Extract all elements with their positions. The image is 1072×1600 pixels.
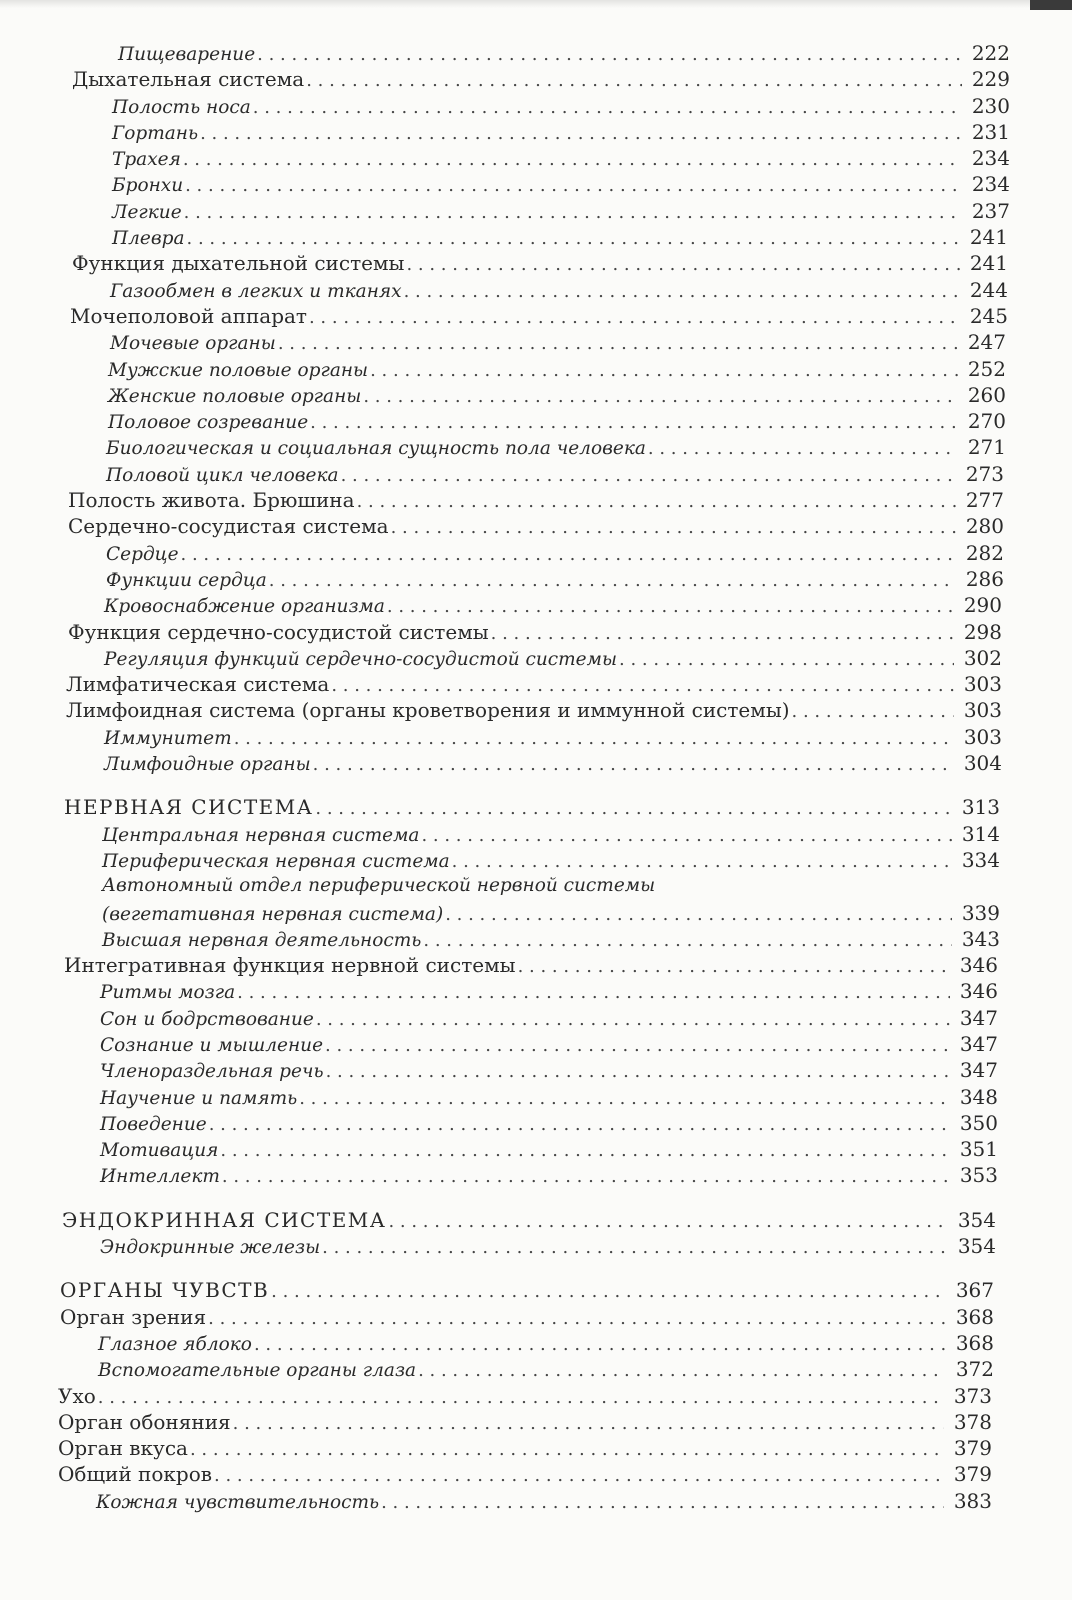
toc-subentry xyxy=(0,1084,1072,1110)
dot-leader xyxy=(220,1138,950,1164)
page-number: 373 xyxy=(953,1383,992,1408)
page-number: 231 xyxy=(971,119,1010,144)
toc-subentry xyxy=(0,198,1072,224)
page-number: 383 xyxy=(953,1488,992,1513)
dot-leader xyxy=(341,463,956,489)
toc-entry xyxy=(0,513,1072,539)
dot-leader xyxy=(418,1358,946,1384)
dot-leader xyxy=(190,1437,944,1463)
toc-entry-title: Лимфоидная система (органы кроветворения и иммунной системы) xyxy=(66,698,790,723)
dot-leader xyxy=(381,1490,944,1516)
section-gap xyxy=(0,1259,1072,1277)
page-number: 313 xyxy=(961,795,1000,820)
section-gap xyxy=(0,776,1072,794)
toc-subentry xyxy=(0,821,1072,847)
toc-subentry xyxy=(0,434,1072,460)
page-number: 277 xyxy=(965,488,1004,513)
page-number: 252 xyxy=(967,356,1006,381)
dot-leader xyxy=(322,1235,948,1261)
toc-entry-title: Сознание и мышление xyxy=(100,1034,324,1056)
toc-subentry xyxy=(0,1162,1072,1188)
dot-leader xyxy=(423,928,952,954)
toc-subentry xyxy=(0,926,1072,952)
page-number: 222 xyxy=(971,41,1010,65)
page-number: 347 xyxy=(959,1031,998,1056)
page-number: 244 xyxy=(969,277,1008,302)
toc-subentry xyxy=(0,356,1072,382)
toc-entry-title: Сердце xyxy=(106,543,179,565)
toc-entry-title: Мочеполовой аппарат xyxy=(70,303,307,328)
toc-subentry xyxy=(0,40,1072,66)
toc-entry-title: НЕРВНАЯ СИСТЕМА xyxy=(64,795,314,820)
dot-leader xyxy=(237,980,950,1006)
page-number: 290 xyxy=(963,593,1002,618)
page-number: 245 xyxy=(969,303,1008,328)
toc-entry-title: Половое созревание xyxy=(108,412,309,434)
page-number: 378 xyxy=(953,1409,992,1434)
dot-leader xyxy=(184,200,962,226)
dot-leader xyxy=(278,331,958,357)
toc-entry-title: Общий покров xyxy=(58,1462,213,1487)
page-number: 367 xyxy=(955,1278,994,1303)
toc-subentry xyxy=(0,408,1072,434)
toc-entry-title: Центральная нервная система xyxy=(102,824,420,846)
toc-entry-title: Научение и память xyxy=(100,1087,298,1109)
toc-subentry xyxy=(0,93,1072,119)
toc-entry-title: ЭНДОКРИННАЯ СИСТЕМА xyxy=(62,1207,387,1232)
dot-leader xyxy=(310,410,958,436)
dot-leader xyxy=(445,902,952,928)
page-corner xyxy=(1030,0,1072,10)
toc-entry-title: Мочевые органы xyxy=(110,333,276,355)
toc-entry xyxy=(0,1435,1072,1461)
page-number: 351 xyxy=(959,1137,998,1162)
toc-subentry xyxy=(0,224,1072,250)
toc-entry xyxy=(0,1304,1072,1330)
toc-entry-title: Автономный отдел периферической нервной системы xyxy=(102,875,656,897)
dot-leader xyxy=(257,42,962,68)
dot-leader xyxy=(200,121,962,147)
page-number: 304 xyxy=(963,751,1002,776)
toc-entry-title: Легкие xyxy=(112,201,182,223)
dot-leader xyxy=(209,1112,950,1138)
toc-subentry xyxy=(0,1031,1072,1057)
toc-subentry xyxy=(0,171,1072,197)
page-number: 303 xyxy=(963,724,1002,749)
dot-leader xyxy=(325,1033,950,1059)
toc-entry-title: Трахея xyxy=(112,149,181,171)
toc-entry-title: Сон и бодрствование xyxy=(100,1008,314,1030)
toc-subentry xyxy=(0,1057,1072,1083)
toc-entry-title: Гортань xyxy=(112,122,199,144)
toc-subentry xyxy=(0,978,1072,1004)
toc-entry-title: Половой цикл человека xyxy=(106,464,339,486)
toc-entry-title: Высшая нервная деятельность xyxy=(102,929,422,951)
dot-leader xyxy=(363,384,958,410)
toc-entry-title: Интеллект xyxy=(100,1166,220,1188)
toc-entry-title: Вспомогательные органы глаза xyxy=(98,1360,417,1382)
toc-entry-title: Поведение xyxy=(100,1113,207,1135)
toc-section-heading xyxy=(0,794,1072,820)
page-number: 346 xyxy=(959,979,998,1004)
dot-leader xyxy=(491,621,954,647)
dot-leader xyxy=(234,726,954,752)
toc-entry-title: Членораздельная речь xyxy=(100,1061,324,1083)
dot-leader xyxy=(388,1209,948,1235)
page-number: 347 xyxy=(959,1005,998,1030)
dot-leader xyxy=(269,568,956,594)
toc-entry-title: Интегративная функция нервной системы xyxy=(64,953,516,978)
page-number: 273 xyxy=(965,461,1004,486)
toc-subentry xyxy=(0,461,1072,487)
toc-subentry xyxy=(0,1488,1072,1514)
page-number: 314 xyxy=(961,821,1000,846)
page-number: 247 xyxy=(967,330,1006,355)
page-number: 241 xyxy=(969,225,1008,250)
page-number: 280 xyxy=(965,514,1004,539)
dot-leader xyxy=(326,1059,950,1085)
toc-section-heading xyxy=(0,1207,1072,1233)
toc-subentry xyxy=(0,847,1072,873)
toc-section-heading xyxy=(0,1277,1072,1303)
dot-leader xyxy=(299,1086,950,1112)
dot-leader xyxy=(208,1306,946,1332)
toc-entry-title: Бронхи xyxy=(112,175,184,197)
toc-subentry xyxy=(0,592,1072,618)
toc-subentry xyxy=(0,382,1072,408)
page-number: 379 xyxy=(953,1436,992,1461)
dot-leader xyxy=(387,594,954,620)
page-number: 368 xyxy=(955,1304,994,1329)
dot-leader xyxy=(313,752,954,778)
dot-leader xyxy=(518,954,950,980)
toc-entry-title: Пищеварение xyxy=(118,44,256,65)
page-number: 241 xyxy=(969,251,1008,276)
toc-entry xyxy=(0,487,1072,513)
toc-subentry xyxy=(0,1233,1072,1259)
toc-entry-title: Функция дыхательной системы xyxy=(72,251,405,276)
toc-entry-title: Мужские половые органы xyxy=(108,359,369,381)
toc-subentry xyxy=(0,119,1072,145)
toc-subentry xyxy=(0,750,1072,776)
dot-leader xyxy=(233,1411,944,1437)
toc-entry xyxy=(0,1383,1072,1409)
toc-entry-title: Орган вкуса xyxy=(58,1436,188,1461)
dot-leader xyxy=(187,226,960,252)
table-of-contents xyxy=(0,40,1072,1514)
dot-leader xyxy=(619,647,954,673)
toc-entry-title: Регуляция функций сердечно-сосудистой системы xyxy=(104,648,618,670)
toc-entry-title: Полость носа xyxy=(112,96,251,118)
dot-leader xyxy=(357,489,956,515)
toc-entry-title: Эндокринные железы xyxy=(100,1237,321,1259)
toc-subentry xyxy=(0,645,1072,671)
page-number: 271 xyxy=(967,435,1006,460)
toc-entry xyxy=(0,1409,1072,1435)
toc-entry-title: Полость живота. Брюшина xyxy=(68,488,355,513)
dot-leader xyxy=(271,1279,946,1305)
page-number: 353 xyxy=(959,1163,998,1188)
toc-entry-title: Газообмен в легких и тканях xyxy=(110,280,402,302)
dot-leader xyxy=(391,515,956,541)
dot-leader xyxy=(648,436,958,462)
toc-entry-title: Периферическая нервная система xyxy=(102,850,450,872)
page-number: 237 xyxy=(971,198,1010,223)
toc-entry-title: Кровоснабжение организма xyxy=(104,596,385,618)
page-number: 302 xyxy=(963,645,1002,670)
page-number: 354 xyxy=(957,1207,996,1232)
dot-leader xyxy=(253,95,962,121)
toc-entry xyxy=(0,619,1072,645)
page-number: 334 xyxy=(961,847,1000,872)
page-number: 230 xyxy=(971,93,1010,118)
page-number: 229 xyxy=(971,67,1010,92)
dot-leader xyxy=(370,358,958,384)
page-number: 348 xyxy=(959,1084,998,1109)
toc-subentry xyxy=(0,277,1072,303)
page-number: 339 xyxy=(961,900,1000,925)
toc-subentry xyxy=(0,724,1072,750)
toc-subentry xyxy=(0,1136,1072,1162)
page-number: 346 xyxy=(959,953,998,978)
toc-entry-title: Орган обоняния xyxy=(58,1409,231,1434)
toc-subentry xyxy=(0,566,1072,592)
toc-subentry xyxy=(0,145,1072,171)
dot-leader xyxy=(309,305,960,331)
page-number: 282 xyxy=(965,540,1004,565)
toc-entry-title: Кожная чувствительность xyxy=(96,1491,380,1513)
toc-entry-title: Функции сердца xyxy=(106,569,267,591)
toc-entry xyxy=(0,1461,1072,1487)
toc-entry-title: (вегетативная нервная система) xyxy=(102,903,444,925)
dot-leader xyxy=(452,849,952,875)
toc-entry-title: Орган зрения xyxy=(60,1304,207,1329)
toc-subentry xyxy=(0,1005,1072,1031)
toc-subentry xyxy=(0,873,1072,899)
page-number: 343 xyxy=(961,926,1000,951)
toc-entry-title: ОРГАНЫ ЧУВСТВ xyxy=(60,1278,270,1303)
toc-entry xyxy=(0,952,1072,978)
page-number: 286 xyxy=(965,566,1004,591)
toc-entry-title: Плевра xyxy=(112,228,185,250)
page-number: 260 xyxy=(967,382,1006,407)
page-number: 379 xyxy=(953,1462,992,1487)
section-gap xyxy=(0,1189,1072,1207)
toc-entry xyxy=(0,697,1072,723)
toc-entry xyxy=(0,250,1072,276)
toc-entry-title: Ритмы мозга xyxy=(100,982,236,1004)
toc-entry-title: Дыхательная система xyxy=(72,67,305,92)
toc-entry-title: Биологическая и социальная сущность пола человека xyxy=(106,438,646,460)
toc-subentry xyxy=(0,329,1072,355)
dot-leader xyxy=(214,1463,944,1489)
page-number: 372 xyxy=(955,1357,994,1382)
dot-leader xyxy=(406,252,960,278)
dot-leader xyxy=(181,542,956,568)
toc-subentry xyxy=(0,900,1072,926)
page-number: 234 xyxy=(971,146,1010,171)
page-number: 350 xyxy=(959,1110,998,1135)
toc-entry-title: Мотивация xyxy=(100,1140,219,1162)
toc-subentry xyxy=(0,540,1072,566)
toc-subentry xyxy=(0,1356,1072,1382)
dot-leader xyxy=(306,68,962,94)
toc-entry-title: Лимфоидные органы xyxy=(104,754,311,776)
toc-entry-title: Сердечно-сосудистая система xyxy=(68,514,389,539)
dot-leader xyxy=(792,699,954,725)
dot-leader xyxy=(98,1385,944,1411)
toc-entry-title: Иммунитет xyxy=(104,727,232,749)
page-number: 303 xyxy=(963,672,1002,697)
toc-entry xyxy=(0,66,1072,92)
dot-leader xyxy=(316,1007,950,1033)
dot-leader xyxy=(404,279,960,305)
toc-subentry xyxy=(0,1330,1072,1356)
toc-entry-title: Лимфатическая система xyxy=(66,672,330,697)
dot-leader xyxy=(315,796,952,822)
page-number: 368 xyxy=(955,1330,994,1355)
toc-entry-title: Ухо xyxy=(58,1383,96,1408)
dot-leader xyxy=(421,823,952,849)
toc-subentry xyxy=(0,1110,1072,1136)
page-number: 298 xyxy=(963,619,1002,644)
page-number: 270 xyxy=(967,409,1006,434)
toc-entry xyxy=(0,303,1072,329)
page-number: 234 xyxy=(971,172,1010,197)
toc-entry-title: Функция сердечно-сосудистой системы xyxy=(68,619,489,644)
toc-entry-title: Женские половые органы xyxy=(108,385,362,407)
toc-entry-title: Глазное яблоко xyxy=(98,1333,252,1355)
page-top-shadow xyxy=(0,0,1072,8)
page-number: 303 xyxy=(963,698,1002,723)
dot-leader xyxy=(331,673,954,699)
toc-entry xyxy=(0,671,1072,697)
dot-leader xyxy=(222,1164,950,1190)
dot-leader xyxy=(254,1332,946,1358)
page-number: 354 xyxy=(957,1234,996,1259)
dot-leader xyxy=(185,173,962,199)
page-number: 347 xyxy=(959,1058,998,1083)
dot-leader xyxy=(183,147,962,173)
